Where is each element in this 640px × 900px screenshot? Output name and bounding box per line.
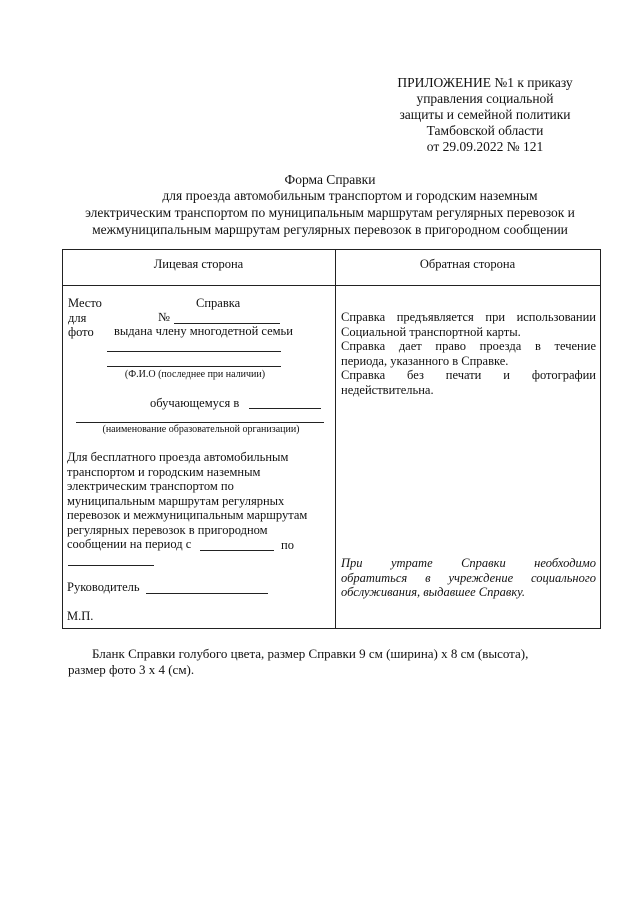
form-title-line: межмуниципальным маршрутам регулярных перевозок в пригородном сообщении	[92, 222, 568, 237]
fio-line-1	[107, 351, 281, 352]
form-title-line: для проезда автомобильным транспортом и городским наземным	[162, 188, 538, 203]
photo-place-label	[68, 296, 102, 340]
period-to-label: по	[281, 538, 294, 552]
form-title: Форма Справки	[284, 172, 376, 187]
footer-note-line: размер фото 3 х 4 (см).	[68, 662, 195, 677]
purpose-line: муниципальным маршрутам регулярных	[67, 493, 285, 508]
form-title-line: электрическим транспортом по муниципальным маршрутам регулярных перевозок и	[85, 205, 575, 220]
table-border-top	[62, 249, 601, 250]
appendix-line: от 29.09.2022 № 121	[426, 139, 544, 154]
purpose-line: электрическим транспортом по	[67, 479, 234, 493]
back-line: недействительна.	[341, 382, 434, 397]
period-from-line	[200, 550, 274, 551]
table-column-divider	[335, 249, 336, 628]
appendix-line: Тамбовской области	[426, 123, 544, 138]
issued-to-label: выдана члену многодетной семьи	[114, 324, 293, 338]
table-header-divider	[62, 285, 601, 286]
head-signature-line	[146, 593, 268, 594]
appendix-line: защиты и семейной политики	[399, 107, 571, 122]
loss-line: При утрате Справки необходимо	[341, 556, 596, 570]
purpose-text	[67, 450, 332, 552]
purpose-line: сообщении на период с	[67, 537, 192, 551]
back-line: Справка без печати и фотографии	[341, 368, 596, 382]
appendix-line: управления социальной	[416, 91, 554, 106]
back-side-header: Обратная сторона	[419, 257, 516, 271]
stamp-label: М.П.	[67, 609, 94, 623]
purpose-line: перевозок и межмуниципальным маршрутам	[67, 508, 308, 522]
back-line: Социальной транспортной карты.	[341, 324, 521, 339]
number-label: №	[158, 310, 170, 324]
back-line: Справка предъявляется при использовании	[341, 310, 596, 324]
period-to-line	[68, 565, 154, 566]
loss-line: обратиться в учреждение социального	[341, 570, 596, 585]
fio-caption: (Ф.И.О (последнее при наличии)	[124, 369, 266, 380]
certificate-title: Справка	[196, 296, 241, 310]
back-line: периода, указанного в Справке.	[341, 353, 509, 368]
org-line	[76, 422, 324, 423]
loss-line: обслуживания, выдавшее Справку.	[341, 585, 526, 599]
footer-note-line: Бланк Справки голубого цвета, размер Справки 9 см (ширина) х 8 см (высота),	[92, 646, 529, 661]
front-side-header: Лицевая сторона	[153, 257, 244, 271]
table-border-left	[62, 249, 63, 628]
appendix-block	[380, 75, 590, 155]
photo-label-line: фото	[68, 325, 94, 339]
fio-line-2	[107, 366, 281, 367]
org-caption: (наименование образовательной организации)	[102, 424, 300, 435]
purpose-line: Для бесплатного проезда автомобильным	[67, 450, 289, 464]
back-side-text	[341, 310, 596, 397]
loss-notice	[341, 556, 596, 600]
table-border-bottom	[62, 628, 601, 629]
student-label: обучающемуся в	[150, 396, 240, 410]
head-label: Руководитель	[67, 580, 140, 594]
photo-label-line: для	[68, 310, 87, 325]
student-field-line	[249, 408, 321, 409]
purpose-line: транспортом и городским наземным	[67, 464, 261, 479]
appendix-line: ПРИЛОЖЕНИЕ №1 к приказу	[397, 75, 573, 90]
table-border-right	[600, 249, 601, 628]
purpose-line: регулярных перевозок в пригородном	[67, 522, 268, 537]
back-line: Справка дает право проезда в течение	[341, 339, 596, 353]
photo-label-line: Место	[68, 296, 102, 310]
